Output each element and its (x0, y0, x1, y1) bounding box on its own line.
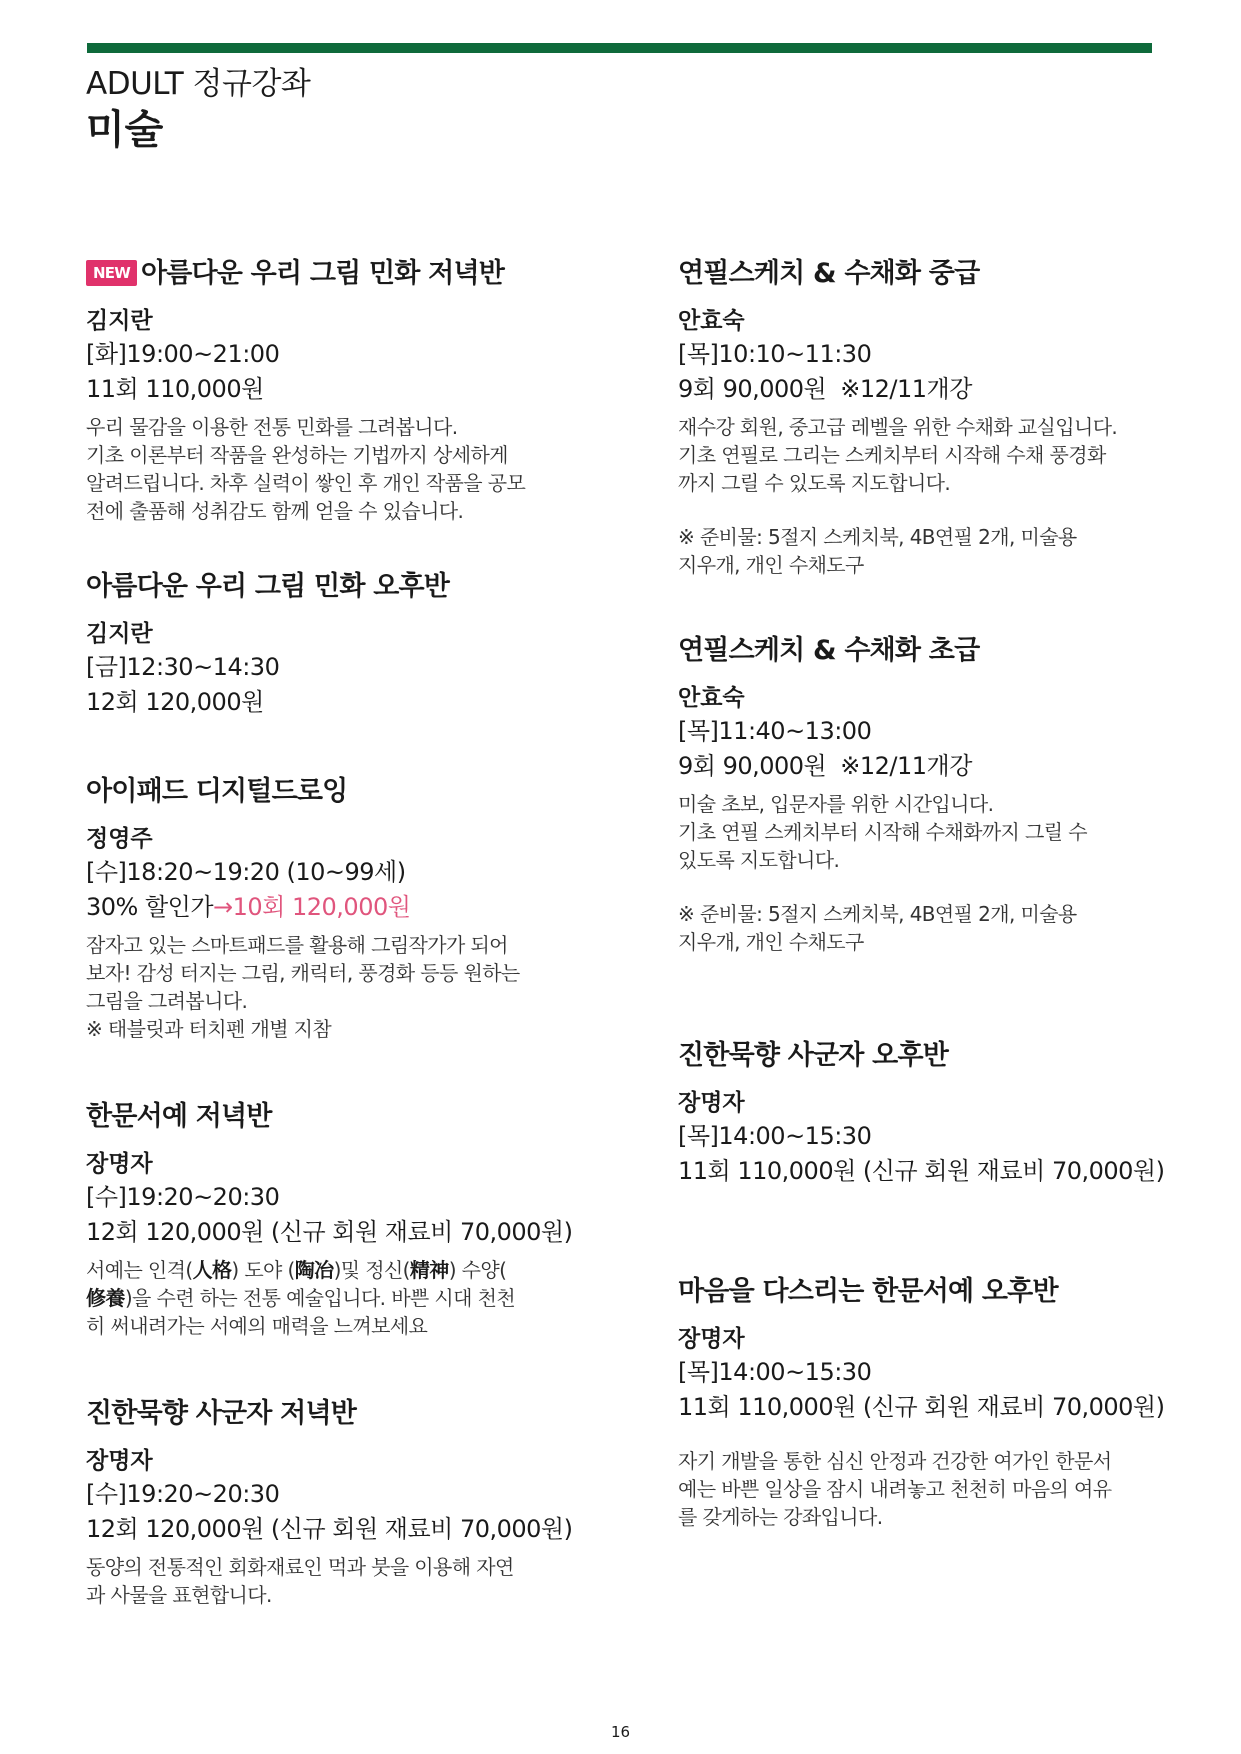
course-price: 12회 120,000원 (86, 688, 264, 716)
course-schedule: [목]14:00~15:30 (678, 1358, 872, 1386)
course-schedule: [수]19:20~20:30 (86, 1183, 280, 1211)
course-schedule: [목]11:40~13:00 (678, 717, 872, 745)
course-card (86, 1395, 576, 1609)
course-schedule: [목]14:00~15:30 (678, 1122, 872, 1150)
course-price: 9회 90,000원 ※12/11개강 (678, 752, 972, 780)
course-price: 12회 120,000원 (신규 회원 재료비 70,000원) (86, 1515, 573, 1543)
course-card (678, 1273, 1168, 1531)
start-date-note: ※12/11개강 (840, 752, 972, 780)
discount-price: →10회 120,000원 (213, 893, 411, 921)
course-teacher: 장명자 (678, 1090, 745, 1116)
course-title: 연필스케치 & 수채화 중급 (678, 258, 980, 289)
new-badge: NEW (86, 260, 137, 286)
course-title: 마음을 다스리는 한문서예 오후반 (678, 1276, 1058, 1307)
course-card (86, 773, 576, 1043)
course-price: 9회 90,000원 ※12/11개강 (678, 375, 972, 403)
course-card (678, 255, 1168, 579)
course-title: 한문서예 저녁반 (86, 1101, 272, 1132)
course-schedule: [목]10:10~11:30 (678, 340, 872, 368)
course-card (678, 632, 1168, 956)
page-header (86, 64, 310, 156)
course-card (86, 568, 576, 720)
course-title: 아이패드 디지털드로잉 (86, 776, 348, 807)
course-teacher: 장명자 (86, 1151, 153, 1177)
course-schedule: [수]18:20~19:20 (10~99세) (86, 858, 406, 886)
course-price: 30% 할인가→10회 120,000원 (86, 893, 411, 921)
course-description: 자기 개발을 통한 심신 안정과 건강한 여가인 한문서 예는 바쁜 일상을 잠시 내려놓고 천천히 마음의 여유 를 갖게하는 강좌입니다. (678, 1449, 1112, 1529)
course-teacher: 안효숙 (678, 685, 745, 711)
course-teacher: 안효숙 (678, 308, 745, 334)
course-card (678, 1037, 1168, 1189)
materials-note: ※ 준비물: 5절지 스케치북, 4B연필 2개, 미술용 지우개, 개인 수채도구 (678, 902, 1077, 954)
course-title: 연필스케치 & 수채화 초급 (678, 635, 980, 666)
course-card (86, 255, 576, 525)
section-subtitle: ADULT 정규강좌 (86, 66, 311, 102)
page-number: 16 (610, 1723, 631, 1741)
course-teacher: 김지란 (86, 308, 153, 334)
course-teacher: 장명자 (86, 1448, 153, 1474)
course-card (86, 1098, 576, 1340)
course-teacher: 장명자 (678, 1326, 745, 1352)
course-description: 동양의 전통적인 회화재료인 먹과 붓을 이용해 자연 과 사물을 표현합니다. (86, 1555, 514, 1607)
course-description: 잠자고 있는 스마트패드를 활용해 그림작가가 되어 보자! 감성 터지는 그림, 캐릭터, 풍경화 등등 원하는 그림을 그려봅니다. ※ 태블릿과 터치펜 개별 지참 (86, 933, 520, 1041)
course-title: 아름다운 우리 그림 민화 오후반 (86, 571, 450, 602)
course-description: 우리 물감을 이용한 전통 민화를 그려봅니다. 기초 이론부터 작품을 완성하는 기법까지 상세하게 알려드립니다. 차후 실력이 쌓인 후 개인 작품을 공모 전에 출품해 성취감도 함께 얻을 수 있습니다. (86, 415, 526, 523)
course-price: 11회 110,000원 (86, 375, 264, 403)
course-price: 12회 120,000원 (신규 회원 재료비 70,000원) (86, 1218, 573, 1246)
course-description: 재수강 회원, 중고급 레벨을 위한 수채화 교실입니다. 기초 연필로 그리는 스케치부터 시작해 수채 풍경화 까지 그릴 수 있도록 지도합니다. (678, 415, 1118, 495)
course-schedule: [화]19:00~21:00 (86, 340, 280, 368)
course-description: 서예는 인격(人格) 도야 (陶冶)및 정신(精神) 수양( 修養)을 수련 하는 전통 예술입니다. 바쁜 시대 천천 히 써내려가는 서예의 매력을 느껴보세요 (86, 1258, 516, 1338)
course-price: 11회 110,000원 (신규 회원 재료비 70,000원) (678, 1157, 1165, 1185)
course-title: NEW 아름다운 우리 그림 민화 저녁반 (86, 255, 576, 293)
course-title: 진한묵향 사군자 저녁반 (86, 1398, 357, 1429)
materials-note: ※ 준비물: 5절지 스케치북, 4B연필 2개, 미술용 지우개, 개인 수채도구 (678, 525, 1077, 577)
start-date-note: ※12/11개강 (840, 375, 972, 403)
top-accent-bar (87, 43, 1152, 53)
course-schedule: [금]12:30~14:30 (86, 653, 280, 681)
course-title: 진한묵향 사군자 오후반 (678, 1040, 949, 1071)
course-teacher: 정영주 (86, 826, 153, 852)
page-title: 미술 (86, 107, 164, 153)
course-description: 미술 초보, 입문자를 위한 시간입니다. 기초 연필 스케치부터 시작해 수채화까지 그릴 수 있도록 지도합니다. (678, 792, 1087, 872)
course-teacher: 김지란 (86, 621, 153, 647)
course-price: 11회 110,000원 (신규 회원 재료비 70,000원) (678, 1393, 1165, 1421)
course-schedule: [수]19:20~20:30 (86, 1480, 280, 1508)
